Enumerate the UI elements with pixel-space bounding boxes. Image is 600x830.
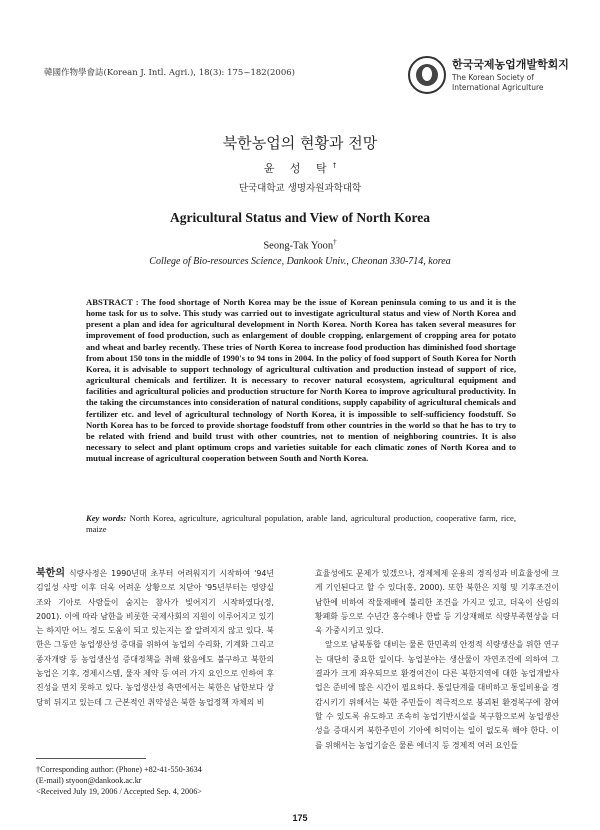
title-korean: 북한농업의 현황과 전망: [222, 134, 378, 152]
society-logo-icon: [408, 56, 446, 94]
footnote-received: <Received July 19, 2006 / Accepted Sep. 4, 2006>: [36, 787, 202, 797]
body-left-paragraph: 식량사정은 1990년대 초부터 어려워지기 시작하여 '94년 김일성 사망 이후 더욱 어려운 상황으로 치닫아 '95년부터는 영양실조와 기아로 사람들이 숨지는 참사가 빚어지기 시작하였다(정, 2001). 이에 따라 남한을 비롯한 국제사회의 지원이 이루어지고 있기는 하지만 어느 정도 도움이 되고 있는지는 잘 알려지지 않고 있다. 북한은 그동안 농업생산성 증대를 위하여 농업의 수리화, 기계화 그리고 종자개량 등 농업생산성 증대정책을 취해 왔음에도 불구하고 북한의 농업은 기후, 경제시스템, 물자 제약 등 여러 가지 요인으로 인하여 후진성을 면치 못하고 있다. 농업생산성 측면에서는 북한은 남한보다 상당히 뒤지고 있는데 그 근본적인 취약성은 북한 농업정책 자체의 비: [36, 569, 274, 707]
keywords-label: Key words:: [86, 513, 127, 523]
keywords-list: North Korea, agriculture, agricultural population, arable land, agricultural production, cooperative farm, rice, maize: [86, 513, 517, 534]
affiliation-english: College of Bio-resources Science, Dankook Univ., Cheonan 330-714, korea: [149, 256, 451, 267]
affiliation-korean: 단국대학교 생명자원과학대학: [238, 183, 362, 194]
body-column-right: [315, 567, 559, 753]
body-right-paragraph-2: 앞으로 남북통합 대비는 물론 한민족의 안정적 식량생산을 위한 연구는 대단히 중요한 일이다. 농업분야는 생산물이 자연조건에 의하여 그 결과가 크게 좌우되므로 환경여건이 다른 북한지역에 대한 농업개발사업은 준비에 많은 시간이 필요하다. 통일단계를 대비하고 통일비용을 경감시키기 위해서는 북한 주민들이 적극적으로 붕괴된 환경복구에 참여할 수 있도록 유도하고 조속히 농업기반시설을 복구함으로써 농업생산성을 증대시켜 북한주민이 기아에 허덕이는 일이 없도록 해야 한다. 이를 위해서는 농업기술은 물론 에너지 등 경제적 여러 요인들: [315, 640, 559, 750]
footnote-corresponding: †Corresponding author: (Phone) +82-41-550-3634: [36, 765, 202, 774]
society-name-korean: 한국국제농업개발학회지: [452, 58, 569, 71]
body-column-left: [36, 567, 274, 710]
society-header: [408, 54, 568, 98]
keywords: [86, 513, 516, 535]
society-name-english: The Korean Society of International Agriculture: [452, 73, 544, 92]
author-korean-name: 윤 성 탁: [263, 162, 333, 175]
journal-reference: 韓國作物學會誌(Korean J. Intl. Agri.), 18(3): 175~182(2006): [44, 68, 295, 78]
title-english: Agricultural Status and View of North Korea: [170, 210, 430, 225]
author-english: [0, 238, 600, 252]
author-english-mark: †: [333, 238, 337, 246]
footnote-divider: [36, 758, 146, 759]
body-lead-word: 북한의: [36, 568, 65, 579]
footnotes: [36, 764, 296, 798]
page-number: 175: [292, 813, 308, 823]
body-right-paragraph-1: 효율성에도 문제가 있겠으나, 경제체제 운용의 경직성과 비효율성에 크게 기인된다고 할 수 있다(홍, 2000). 또한 북한은 지형 및 기후조건이 남한에 비하여 작물재배에 불리한 조건을 가지고 있고, 더욱이 산림의 황폐화 등으로 수년간 홍수해나 한발 등 기상재해로 식량부족현상을 더욱 가중시키고 있다.: [315, 569, 559, 636]
footnote-email: (E-mail) styoon@dankook.ac.kr: [36, 776, 142, 786]
author-english-name: Seong-Tak Yoon: [263, 240, 334, 252]
author-korean-mark: †: [332, 161, 337, 170]
author-korean: [0, 160, 600, 176]
abstract: ABSTRACT : The food shortage of North Korea may be the issue of Korean peninsula coming to us and it is the home task for us to solve. This study was carried out to investigate agricultural status and view of North Korea and present a plan and idea for agricultural development in North Korea. North Korea has taken several measures for improvement of food production, such as enlargement of double cropping, enlargement of cropping area for potato and wheat and barley recently. These tries of North Korea to increase food production has diminished food shortage from about 150 tons in the middle of 1990's to 94 tons in 2004. In the policy of food support of South Korea for North Korea, it is advisable to support technology of agricultural cultivation and production instead of support of rice, agricultural chemicals and fertilizer. It is necessary to recover natural ecosystem, agricultural equipment and facilities and agricultural policies and production structure for North Korea to improve agricultural productivity. In the taking the circumstances into consideration of natural conditions, supply capability of agricultural chemicals and fertilizer etc. and level of agricultural technology of North Korea, it is impossible to self-sufficiency foodstuff. So North Korea has to be forced to provide shortage foodstuff from other countries in the world so that he has to try to be related with friend and build trust with other countries, not to mention of neighboring countries. It is also necessary to select and plant optimum crops and varieties suitable for each climatic zones of North Korea and to mutual increase of agricultural cooperation between South and North Korea.: [86, 297, 516, 464]
